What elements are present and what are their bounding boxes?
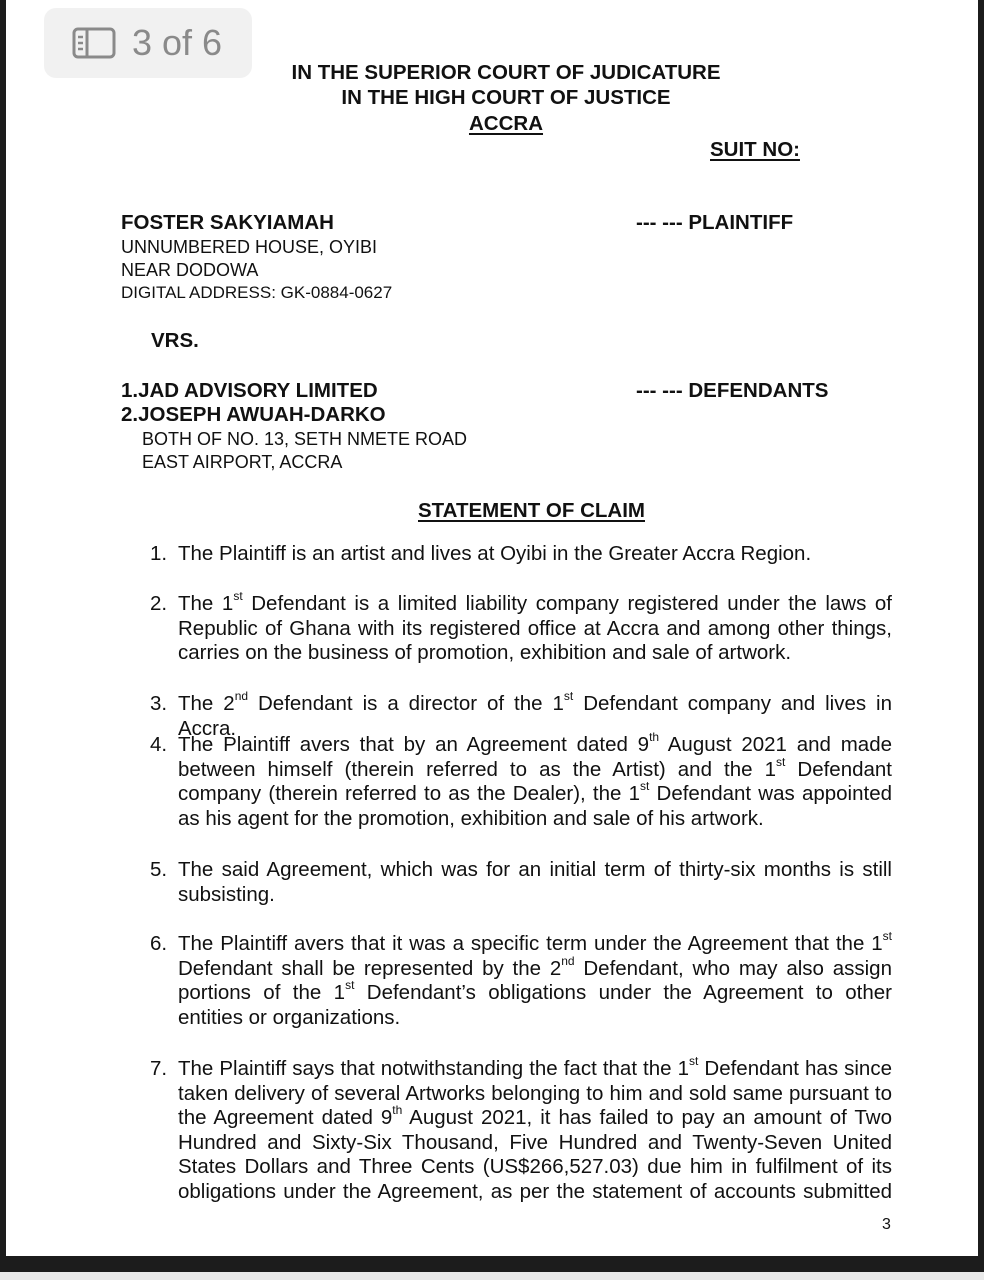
defendants-address-2: EAST AIRPORT, ACCRA xyxy=(142,452,343,472)
defendant-2-name: 2.JOSEPH AWUAH-DARKO xyxy=(121,403,386,426)
defendant-1-name: 1.JAD ADVISORY LIMITED xyxy=(121,379,378,402)
paragraph-number: 4. xyxy=(150,733,168,756)
court-heading-2: IN THE HIGH COURT OF JUSTICE xyxy=(341,86,671,109)
page-icon xyxy=(72,27,116,59)
claim-paragraph xyxy=(150,858,892,907)
paragraph-number: 6. xyxy=(150,932,168,955)
claim-paragraph xyxy=(150,589,893,666)
plaintiff-address-1: UNNUMBERED HOUSE, OYIBI xyxy=(121,237,378,257)
page-number: 3 xyxy=(882,1216,891,1233)
paragraph-text: The Plaintiff is an artist and lives at Oyibi in the Greater Accra Region. xyxy=(178,542,812,565)
paragraph-number: 3. xyxy=(150,692,168,715)
plaintiff-name: FOSTER SAKYIAMAH xyxy=(121,211,334,234)
paragraph-text: The 1st Defendant is a limited liability company registered under the laws of Republic of Ghana with its registered office at Accra and among other things, carries on the business of promotion, exhibition and sale of artwork. xyxy=(178,589,893,665)
claim-paragraph xyxy=(150,1054,892,1205)
court-heading-3: ACCRA xyxy=(468,112,544,135)
claim-paragraph xyxy=(150,730,893,831)
plaintiff-role: --- --- PLAINTIFF xyxy=(636,211,794,234)
next-page-edge xyxy=(0,1272,984,1280)
paragraph-number: 2. xyxy=(150,592,168,615)
claim-paragraph xyxy=(150,929,892,1030)
paragraph-text: The 2nd Defendant is a director of the 1st Defendant company and lives in Accra. xyxy=(178,689,893,740)
paragraph-number: 7. xyxy=(150,1057,168,1080)
paragraph-text: The said Agreement, which was for an initial term of thirty-six months is still subsisting. xyxy=(178,858,892,906)
defendants-address-1: BOTH OF NO. 13, SETH NMETE ROAD xyxy=(142,429,468,449)
paragraph-number: 1. xyxy=(150,542,168,565)
paragraph-text: The Plaintiff avers that it was a specific term under the Agreement that the 1st Defendant shall be represented by the 2nd Defendant, who may also assign portions of the 1st Defendant’s obligations under the Agreement to other entities or organizations. xyxy=(178,929,892,1029)
defendants-role: --- --- DEFENDANTS xyxy=(636,379,829,402)
page-indicator[interactable] xyxy=(44,8,252,78)
plaintiff-address-2: NEAR DODOWA xyxy=(121,260,259,280)
page-indicator-text: 3 of 6 xyxy=(132,22,223,63)
suit-number-label: SUIT NO: xyxy=(710,138,800,161)
paragraph-text: The Plaintiff avers that by an Agreement dated 9th August 2021 and made between himself (therein referred to as the Artist) and the 1st Defendant company (therein referred to as the Dealer), the 1st Defendant was appointed as his agent for the promotion, exhibition and sale of his artwork. xyxy=(178,730,893,830)
versus-label: VRS. xyxy=(151,329,199,352)
court-heading-1: IN THE SUPERIOR COURT OF JUDICATURE xyxy=(291,61,721,84)
paragraph-number: 5. xyxy=(150,858,168,881)
claim-paragraph xyxy=(150,542,892,567)
statement-title: STATEMENT OF CLAIM xyxy=(418,499,645,522)
plaintiff-address-3: DIGITAL ADDRESS: GK-0884-0627 xyxy=(121,283,393,302)
paragraph-text: The Plaintiff says that notwithstanding the fact that the 1st Defendant has since taken delivery of several Artworks belonging to him and sold same pursuant to the Agreement dated 9th August 2021, it has failed to pay an amount of Two Hundred and Sixty-Six Thousand, Five Hundred and Twenty-Seven United States Dollars and Three Cents (US$266,527.03) due him in fulfilment of its obligations under the Agreement, as per the statement of accounts submitted xyxy=(178,1054,892,1203)
